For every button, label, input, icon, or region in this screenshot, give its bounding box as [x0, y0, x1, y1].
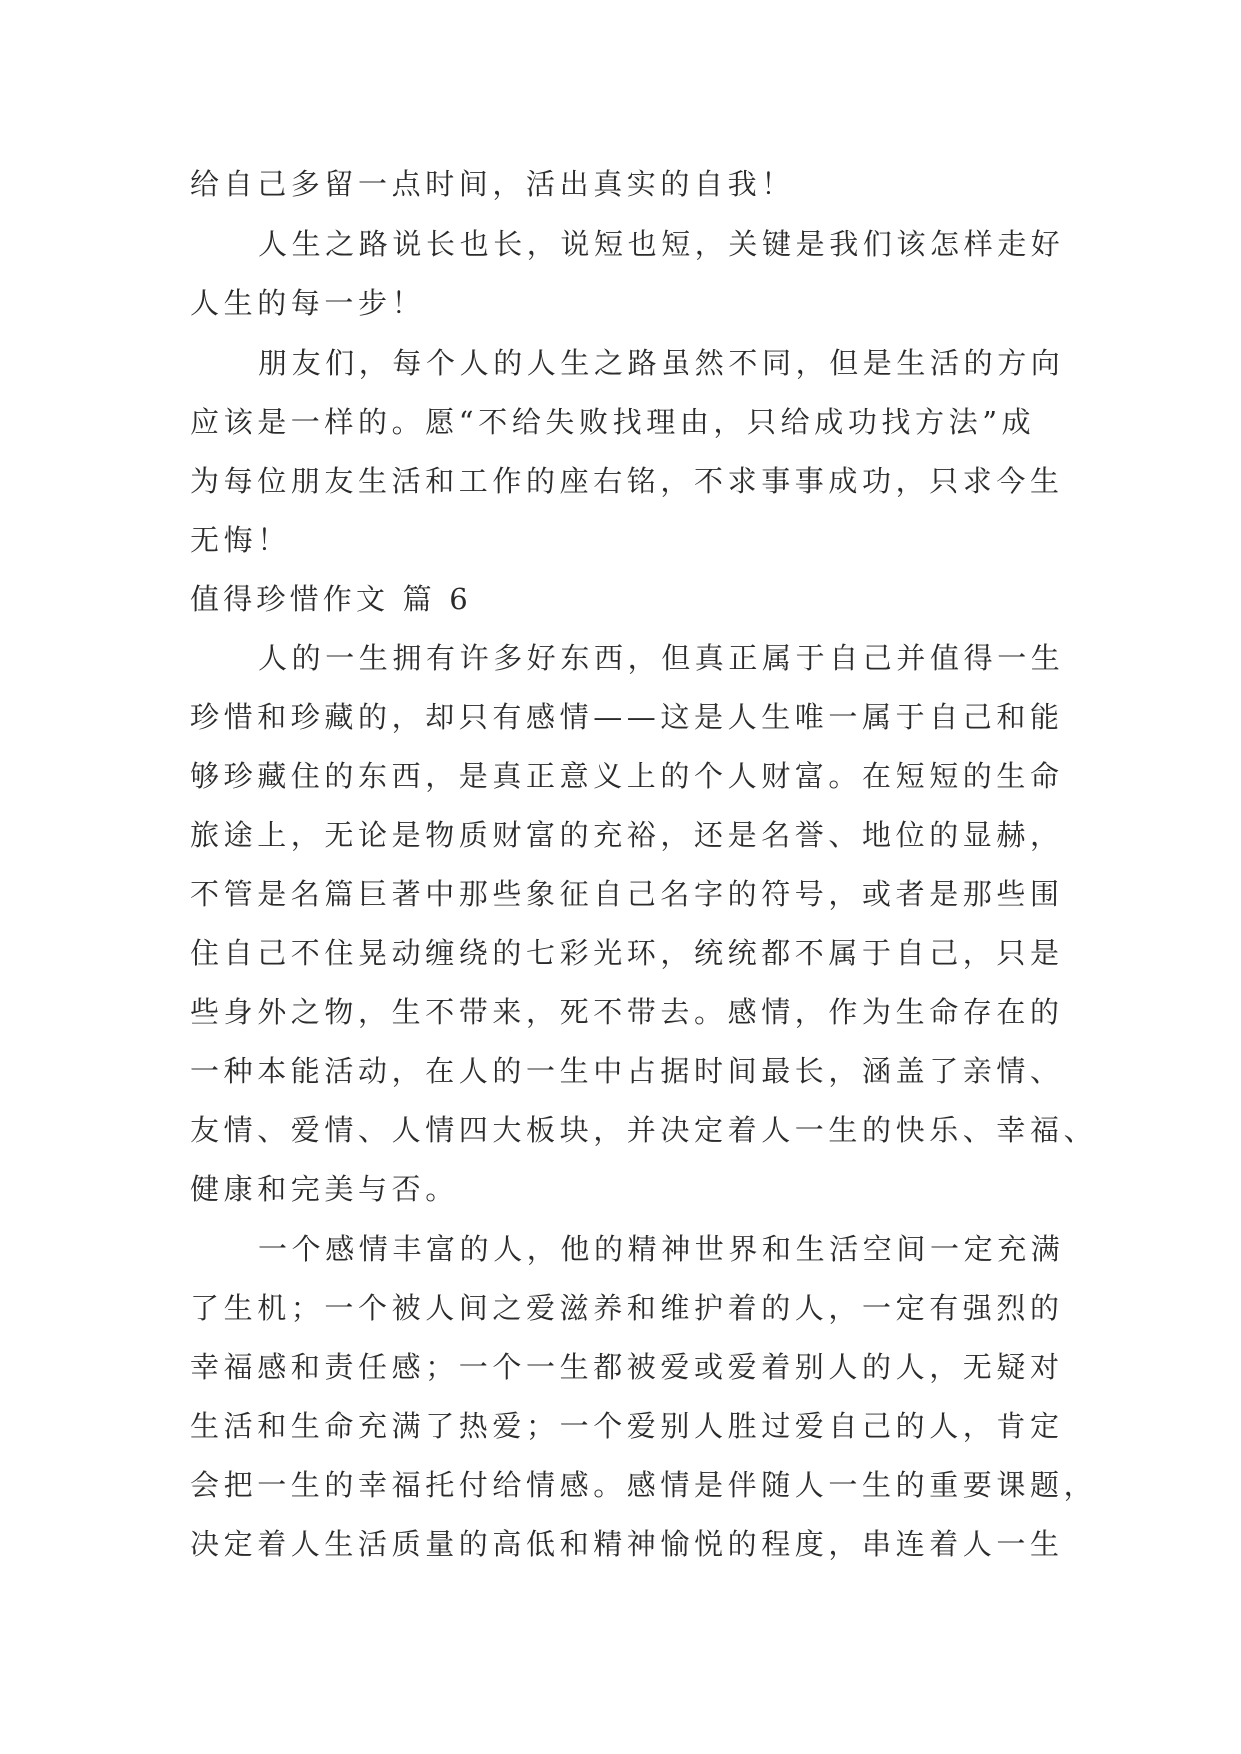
paragraph-line: 决定着人生活质量的高低和精神愉悦的程度，串连着人一生 [190, 1527, 1064, 1561]
paragraph-line: 人的一生拥有许多好东西，但真正属于自己并值得一生 [258, 641, 1065, 675]
paragraph-line: 住自己不住晃动缠绕的七彩光环，统统都不属于自己，只是 [190, 936, 1064, 970]
paragraph-line: 些身外之物，生不带来，死不带去。感情，作为生命存在的 [190, 995, 1064, 1029]
paragraph-line: 珍惜和珍藏的，却只有感情——这是人生唯一属于自己和能 [190, 700, 1064, 734]
paragraph-line: 了生机；一个被人间之爱滋养和维护着的人，一定有强烈的 [190, 1291, 1064, 1325]
paragraph-line: 人生的每一步！ [190, 286, 426, 320]
paragraph-line: 无悔！ [190, 523, 291, 557]
paragraph-line: 人生之路说长也长，说短也短，关键是我们该怎样走好 [258, 227, 1065, 261]
paragraph-line: 给自己多留一点时间，活出真实的自我！ [190, 167, 795, 201]
paragraph-line: 一个感情丰富的人，他的精神世界和生活空间一定充满 [258, 1232, 1065, 1266]
paragraph-line: 友情、爱情、人情四大板块，并决定着人一生的快乐、幸福、 [190, 1113, 1098, 1147]
document-body [190, 155, 1098, 1574]
paragraph-line: 健康和完美与否。 [190, 1172, 459, 1206]
paragraph-line: 不管是名篇巨著中那些象征自己名字的符号，或者是那些围 [190, 877, 1064, 911]
paragraph-line: 会把一生的幸福托付给情感。感情是伴随人一生的重要课题， [190, 1468, 1098, 1502]
paragraph-line: 为每位朋友生活和工作的座右铭，不求事事成功，只求今生 [190, 464, 1064, 498]
section-heading: 值得珍惜作文 篇 6 [190, 582, 472, 616]
paragraph-line: 生活和生命充满了热爱；一个爱别人胜过爱自己的人，肯定 [190, 1409, 1064, 1443]
paragraph-line: 应该是一样的。愿“不给失败找理由，只给成功找方法”成 [190, 405, 1036, 439]
paragraph-line: 朋友们，每个人的人生之路虽然不同，但是生活的方向 [258, 346, 1065, 380]
paragraph-line: 幸福感和责任感；一个一生都被爱或爱着别人的人，无疑对 [190, 1350, 1064, 1384]
paragraph-line: 旅途上，无论是物质财富的充裕，还是名誉、地位的显赫， [190, 818, 1064, 852]
paragraph-line: 一种本能活动，在人的一生中占据时间最长，涵盖了亲情、 [190, 1054, 1064, 1088]
paragraph-line: 够珍藏住的东西，是真正意义上的个人财富。在短短的生命 [190, 759, 1064, 793]
